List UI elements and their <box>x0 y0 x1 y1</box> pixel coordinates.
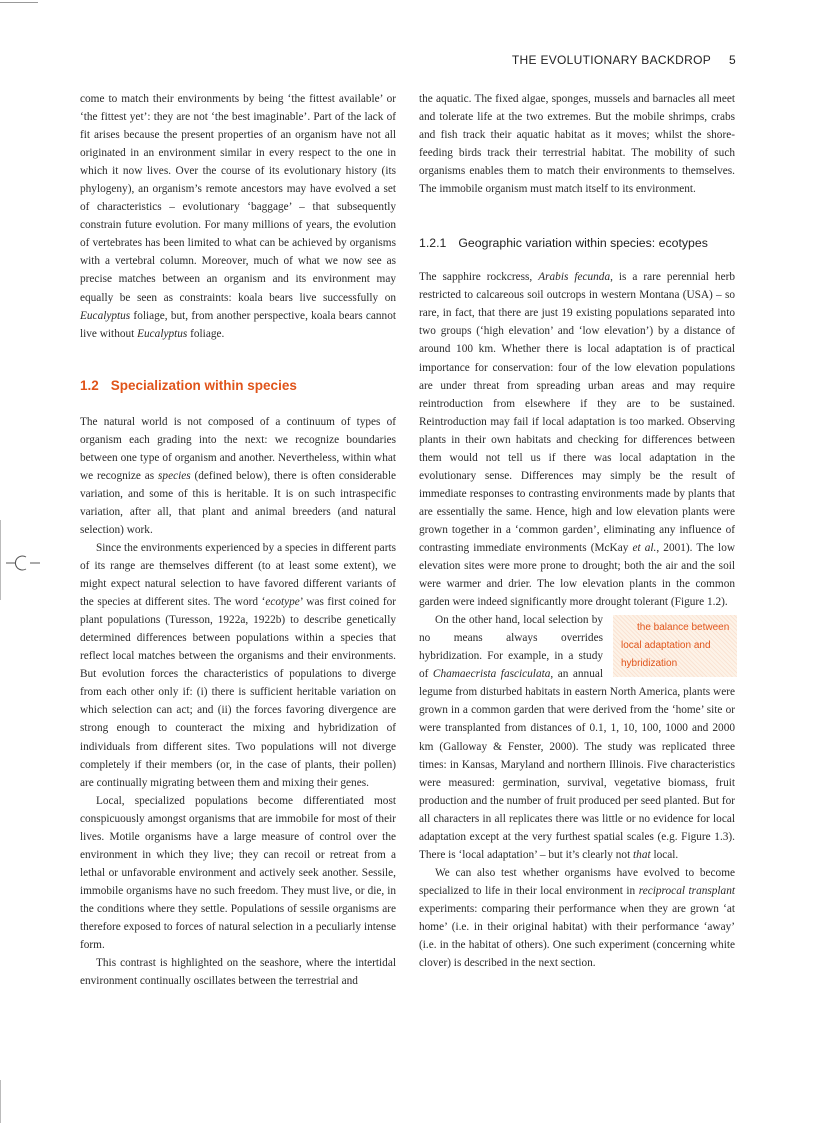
registration-mark-icon <box>6 548 40 578</box>
paragraph: the balance between local adaptation and hybridization On the other hand, local selection by no means always overrides hybridization. For example, in a study of Chamaecrista fasciculata, an annual legume from disturbed habitats in eastern North America, plants were grown in a common garden that were derived from the ‘home’ site or were transplanted from distances of 0.1, 1, 10, 100, 1000 and 2000 km (Galloway & Fenster, 2000). The study was replicated three times: in Kansas, Maryland and northern Illinois. Five characteristics were measured: germination, survival, vegetative biomass, fruit production and the number of fruit produced per seed planted. But for all characters in all replicates there was little or no evidence for local adaptation except at the very furthest spatial scales (e.g. Figure 1.3). There is ‘local adaptation’ – but it’s clearly not that local. <box>419 614 735 861</box>
running-title: THE EVOLUTIONARY BACKDROP <box>511 53 712 67</box>
subsection-title: Geographic variation within species: ecotypes <box>458 236 708 251</box>
paragraph: the aquatic. The fixed algae, sponges, mussels and barnacles all meet and tolerate life at the two extremes. But the mobile shrimps, crabs and fish track their aquatic habitat as it moves; whilst the shore-feeding birds track their terrestrial habitat. The mobility of such organisms enables them to match their environments to themselves. The immobile organism must match itself to its environment. <box>419 93 735 196</box>
section-title: Specialization within species <box>110 377 297 393</box>
paragraph: Local, specialized populations become differentiated most conspicuously amongst organisms that are immobile for most of their lives. Motile organisms have a large measure of control over the environment in which they live; they can recoil or retreat from a lethal or unfavorable environment and actively seek another. Sessile, immobile organisms have no such freedom. They must live, or die, in the conditions where they settle. Populations of sessile organisms are therefore exposed to forces of natural selection in a peculiarly intense form. <box>80 794 396 952</box>
subsection-number: 1.2.1 <box>419 236 447 251</box>
margin-rule-bottom <box>0 1080 1 1123</box>
left-column <box>80 90 396 990</box>
paragraph: We can also test whether organisms have evolved to become specialized to life in their local environment in reciprocal transplant experiments: comparing their performance when they are grown ‘at home’ (i.e. in their original habitat) with their performance ‘away’ (i.e. in the habitat of others). One such experiment (concerning white clover) is described in the next section. <box>419 866 735 970</box>
right-column <box>419 90 735 972</box>
page-number: 5 <box>729 53 736 67</box>
running-header <box>512 53 736 67</box>
paragraph: The natural world is not composed of a continuum of types of organism each grading into the next: we recognize boundaries between one type of organism and another. Nevertheless, within what we recognize as species (defined below), there is often considerable variation, and some of this is heritable. It is on such intraspecific variation, after all, that plant and animal breeders (and natural selection) work. <box>80 415 396 536</box>
paragraph: Since the environments experienced by a species in different parts of its range are themselves different (to at least some extent), we might expect natural selection to have favored different variants of the species at different sites. The word ‘ecotype’ was first coined for plant populations (Turesson, 1922a, 1922b) to describe genetically determined differences between populations within a species that reflect local matches between the organisms and their environments. But evolution forces the characteristics of populations to diverge from each other only if: (i) there is sufficient heritable variation on which selection can act; and (ii) the forces favoring divergence are strong enough to counteract the mixing and hybridization of individuals from different sites. Two populations will not diverge completely if their members (or, in the case of plants, their pollen) are continually migrating between them and mixing their genes. <box>80 541 396 789</box>
section-heading <box>80 377 396 395</box>
subsection-heading <box>419 234 735 252</box>
paragraph: The sapphire rockcress, Arabis fecunda, is a rare perennial herb restricted to calcareous soil outcrops in western Montana (USA) – so rare, in fact, that there are just 19 existing populations separated into two groups (‘high elevation’ and ‘low elevation’) by a distance of around 100 km. Whether there is local adaptation is of practical importance for conservation: four of the low elevation populations are under threat from spreading urban areas and may require reintroduction from elsewhere if they are to be sustained. Reintroduction may fail if local adaptation is too marked. Observing plants in their own habitats and checking for differences between them would not tell us if there was local adaptation in the evolutionary sense. Differences may simply be the result of immediate responses to contrasting environments made by plants that are essentially the same. Hence, high and low elevation plants were grown together in a ‘common garden’, eliminating any influence of contrasting immediate environments (McKay et al., 2001). The low elevation sites were more prone to drought; both the air and the soil were warmer and drier. The low elevation plants in the common garden were indeed significantly more drought tolerant (Figure 1.2). <box>419 271 736 609</box>
crop-mark-top-left <box>0 0 38 3</box>
paragraph: come to match their environments by being ‘the fittest available’ or ‘the fittest yet’: they are not ‘the best imaginable’. Part of the lack of fit arises because the present properties of an organism have not all originated in an environment similar in every respect to the one in which it now lives. Over the course of its evolutionary history (its phylogeny), an organism’s remote ancestors may have evolved a set of characteristics – evolutionary ‘baggage’ – that subsequently constrain future evolution. For many millions of years, the evolution of vertebrates has been limited to what can be achieved by organisms with a vertebral column. Moreover, much of what we now see as precise matches between an organism and its environment may equally be seen as constraints: koala bears live successfully on Eucalyptus foliage, but, from another perspective, koala bears cannot live without Eucalyptus foliage. <box>80 93 396 340</box>
section-number: 1.2 <box>80 377 99 393</box>
margin-note: the balance between local adaptation and hybridization <box>613 615 737 677</box>
margin-rule <box>0 520 1 600</box>
paragraph: This contrast is highlighted on the seashore, where the intertidal environment continually oscillates between the terrestrial and <box>80 957 396 988</box>
